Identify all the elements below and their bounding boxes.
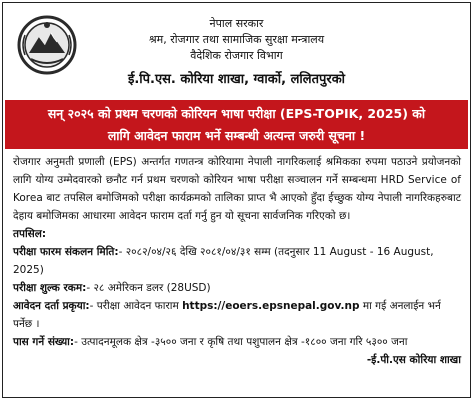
notice-banner (5, 100, 468, 149)
date-value: - २०८२/०४/२६ देखि २०८१/०४/३१ सम्म (तदनुसार 11 August - 16 August, 2025) (13, 246, 434, 276)
process-post: मा गई अनलाईन भर्न पर्नेछ । (13, 300, 441, 330)
branch-title: ई.पि.एस. कोरिया शाखा, ग्वार्को, ललितपुरको (127, 72, 346, 87)
signature: -ई.पी.एस कोरिया शाखा (366, 354, 461, 366)
quota-label: पास गर्ने संख्या: (13, 336, 75, 348)
date-row (13, 243, 461, 279)
process-row (13, 297, 461, 333)
ministry-title: श्रम, रोजगार तथा सामाजिक सुरक्षा मन्त्रालय (148, 33, 325, 46)
department-title: वैदेशिक रोजगार विभाग (190, 49, 283, 62)
quota-row (13, 333, 461, 351)
fee-row (13, 279, 461, 297)
notice-body (13, 153, 461, 369)
application-url-link[interactable]: https://eoers.epsnepal.gov.np (182, 300, 360, 312)
banner-line-2: लागि आवेदन फाराम भर्ने सम्बन्धी अत्यन्त जरुरी सूचना ! (107, 128, 366, 143)
process-pre: - परीक्षा आवेदन फाराम (89, 300, 183, 312)
intro-paragraph: रोजगार अनुमती प्रणाली (EPS) अन्तर्गत गणतन्त्र कोरियामा नेपाली नागरिकलाई श्रमिकका रुपमा पठाउने प्रयोजनको लागि योग्य उम्मेदवारको छनौट गर्न प्रथम चरणको कोरियन भाषा परीक्षा सञ्चालन गर्ने सम्बन्धमा HRD Service of Korea बाट तपसिल बमोजिमको परीक्षा कार्यक्रमको तालिका प्राप्त भै आएको हुँदा ईच्छुक योग्य नेपाली नागरिकहरुबाट देहाय बमोजिमका आधारमा आवेदन फाराम दर्ता गर्नु हुन यो सूचना सार्वजनिक गरिएको छ। (13, 156, 461, 222)
notice-header (3, 3, 470, 100)
process-label: आवेदन दर्ता प्रकृया: (13, 300, 90, 312)
fee-value: - २८ अमेरिकन डलर (28USD) (86, 282, 211, 294)
banner-line-1: सन् २०२५ को प्रथम चरणको कोरियन भाषा परीक्षा (EPS-TOPIK, 2025) को (47, 106, 426, 121)
fee-label: परीक्षा शुल्क रकम: (13, 282, 87, 294)
quota-value: - उत्पादनमूलक क्षेत्र -३५०० जना र कृषि तथा पशुपालन क्षेत्र -१८०० जना गरि ५३०० जना (74, 336, 408, 348)
date-label: परीक्षा फारम संकलन मिति: (13, 246, 119, 258)
government-title: नेपाल सरकार (209, 17, 264, 30)
notice-frame (2, 2, 471, 398)
details-heading: तपसिल: (13, 228, 47, 240)
